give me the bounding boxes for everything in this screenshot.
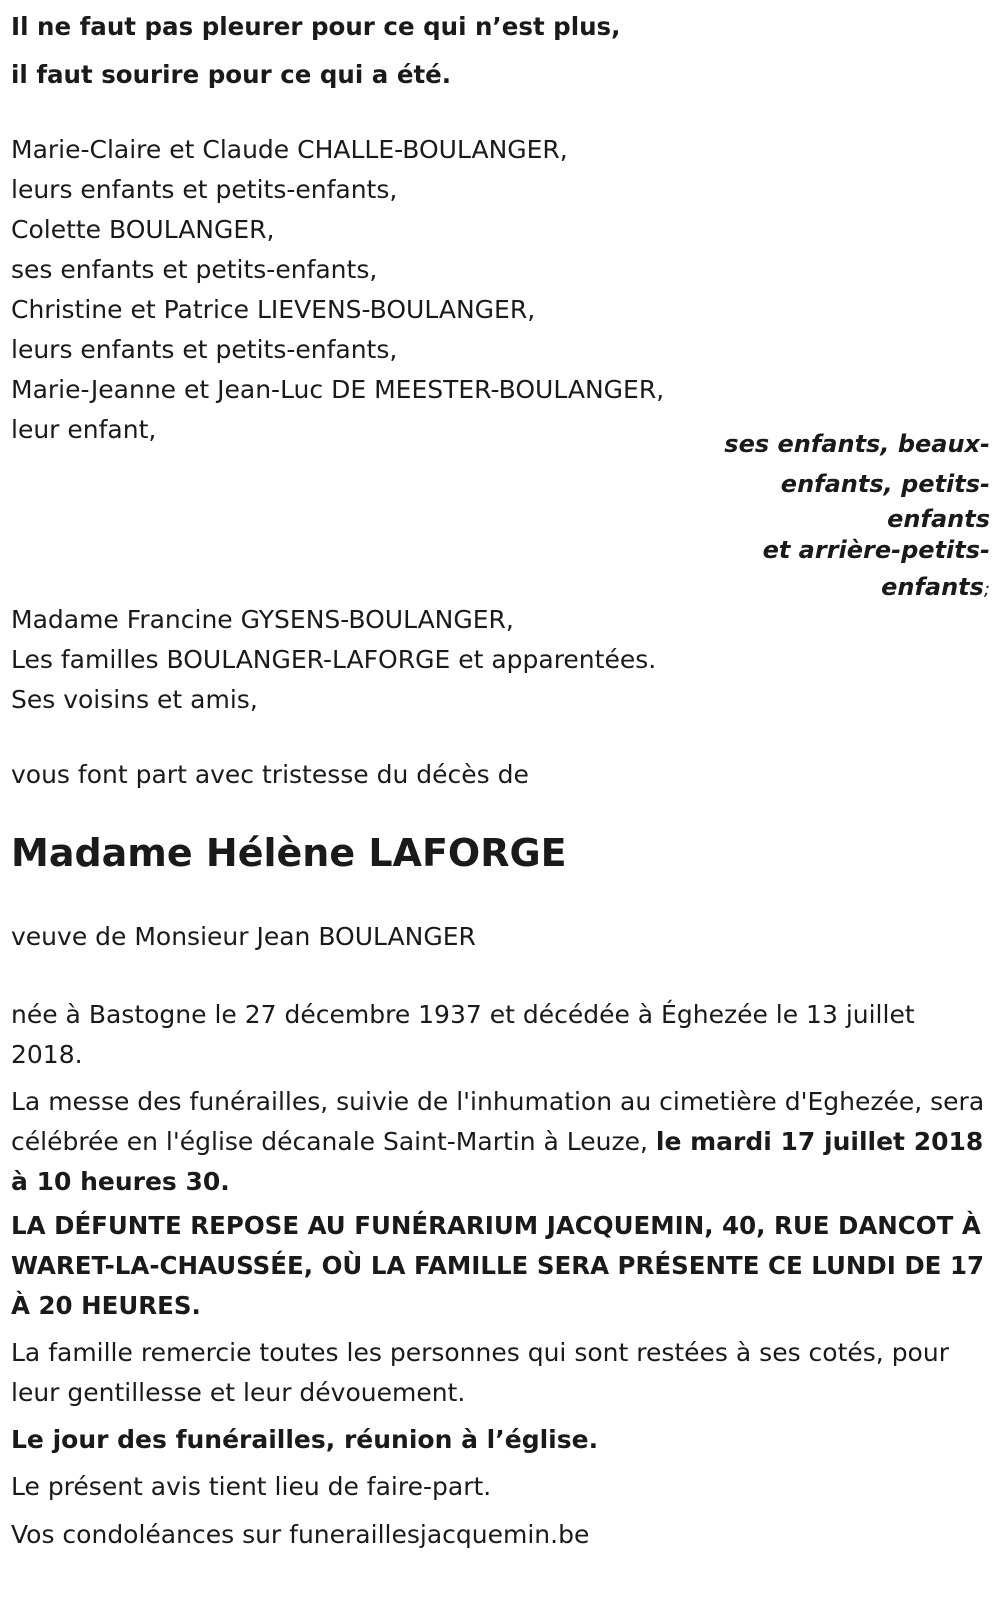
thanks: La famille remercie toutes les personnes qui sont restées à ses cotés, pour leur gentillesse et leur dévouement. [11,1338,949,1407]
family-line: leurs enfants et petits-enfants, [11,175,398,204]
side-note-line: et arrière-petits- [762,536,990,564]
funerarium-info: LA DÉFUNTE REPOSE AU FUNÉRARIUM JACQUEMIN, 40, RUE DANCOT À WARET-LA-CHAUSSÉE, OÙ LA FAMILLE SERA PRÉSENTE CE LUNDI DE 17 À 20 HEURES. [11,1211,985,1320]
announcement: vous font part avec tristesse du décès de [11,760,529,789]
side-note [700,424,990,611]
deceased-name: Madame Hélène LAFORGE [11,831,567,875]
meeting: Le jour des funérailles, réunion à l’église. [11,1425,599,1454]
notice: Le présent avis tient lieu de faire-part. [11,1472,492,1501]
family-line: Marie-Claire et Claude CHALLE-BOULANGER, [11,135,568,164]
family-line: leurs enfants et petits-enfants, [11,335,398,364]
condolences: Vos condoléances sur funeraillesjacquemin.be [11,1520,590,1549]
side-note-semicolon: ; [983,579,990,600]
epigraph-line-1: Il ne faut pas pleurer pour ce qui n’est plus, [11,12,621,41]
side-note-word: enfants [881,573,984,601]
funeral-info [11,1082,986,1202]
widow-of: veuve de Monsieur Jean BOULANGER [11,922,476,951]
birth-death: née à Bastogne le 27 décembre 1937 et décédée à Éghezée le 13 juillet 2018. [11,1000,915,1069]
side-note-line: enfants, petits- [780,470,990,498]
family-line: Colette BOULANGER, [11,215,275,244]
family-list-2 [11,600,656,720]
family-line: ses enfants et petits-enfants, [11,255,378,284]
epigraph [11,3,620,99]
epigraph-line-2: il faut sourire pour ce qui a été. [11,60,452,89]
family-line: Marie-Jeanne et Jean-Luc DE MEESTER-BOULANGER, [11,375,665,404]
family-list [11,130,664,450]
family-line: leur enfant, [11,415,157,444]
side-note-line: enfants [887,505,990,533]
family-line: Madame Francine GYSENS-BOULANGER, [11,605,514,634]
family-line: Ses voisins et amis, [11,685,258,714]
family-line: Christine et Patrice LIEVENS-BOULANGER, [11,295,536,324]
side-note-line [700,566,990,611]
funeral-text: La messe des funérailles, suivie de l'inhumation au cimetière d'Eghezée, sera célébrée en l'église décanale Saint-Martin à Leuze, [11,1087,985,1156]
family-line: Les familles BOULANGER-LAFORGE et apparentées. [11,645,657,674]
side-note-line: ses enfants, beaux- [724,430,990,458]
funeral-date-time: le mardi 17 juillet 2018 à 10 heures 30. [11,1127,984,1196]
